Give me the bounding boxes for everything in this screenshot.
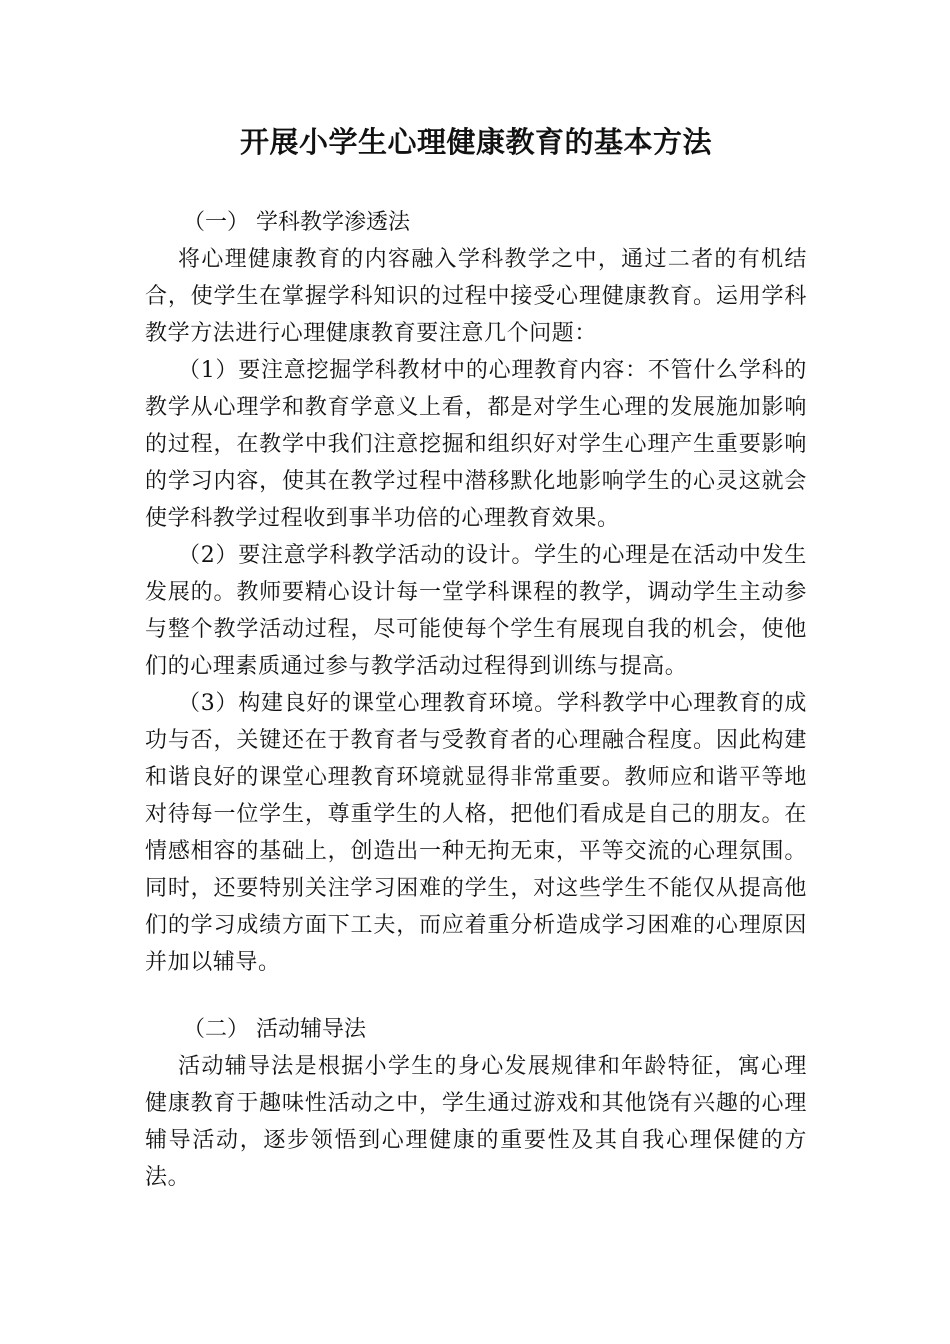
paragraph-intro: 将心理健康教育的内容融入学科教学之中，通过二者的有机结合，使学生在掌握学科知识的过程中接受心理健康教育。运用学科教学方法进行心理健康教育要注意几个问题： [145,247,807,346]
section-heading-2: （二） 活动辅导法 [183,1017,366,1042]
document-title: 开展小学生心理健康教育的基本方法 [239,125,712,159]
section-1-body [145,241,807,981]
paragraph-point-1: （1）要注意挖掘学科教材中的心理教育内容：不管什么学科的教学从心理学和教育学意义上看，都是对学生心理的发展施加影响的过程，在教学中我们注意挖掘和组织好对学生心理产生重要影响的学习内容，使其在教学过程中潜移默化地影响学生的心灵这就会使学科教学过程收到事半功倍的心理教育效果。 [145,358,807,531]
section-2-body [145,1048,807,1196]
paragraph-activity: 活动辅导法是根据小学生的身心发展规律和年龄特征，寓心理健康教育于趣味性活动之中，学生通过游戏和其他饶有兴趣的心理辅导活动，逐步领悟到心理健康的重要性及其自我心理保健的方法。 [145,1054,807,1190]
paragraph-point-3: （3）构建良好的课堂心理教育环境。学科教学中心理教育的成功与否，关键还在于教育者与受教育者的心理融合程度。因此构建和谐良好的课堂心理教育环境就显得非常重要。教师应和谐平等地对待每一位学生，尊重学生的人格，把他们看成是自己的朋友。在情感相容的基础上，创造出一种无拘无束，平等交流的心理氛围。同时，还要特别关注学习困难的学生，对这些学生不能仅从提高他们的学习成绩方面下工夫，而应着重分析造成学习困难的心理原因并加以辅导。 [145,691,807,975]
section-heading-1: （一） 学科教学渗透法 [183,210,410,235]
paragraph-point-2: （2）要注意学科教学活动的设计。学生的心理是在活动中发生发展的。教师要精心设计每一堂学科课程的教学，调动学生主动参与整个教学活动过程，尽可能使每个学生有展现自我的机会，使他们的心理素质通过参与教学活动过程得到训练与提高。 [145,543,807,679]
